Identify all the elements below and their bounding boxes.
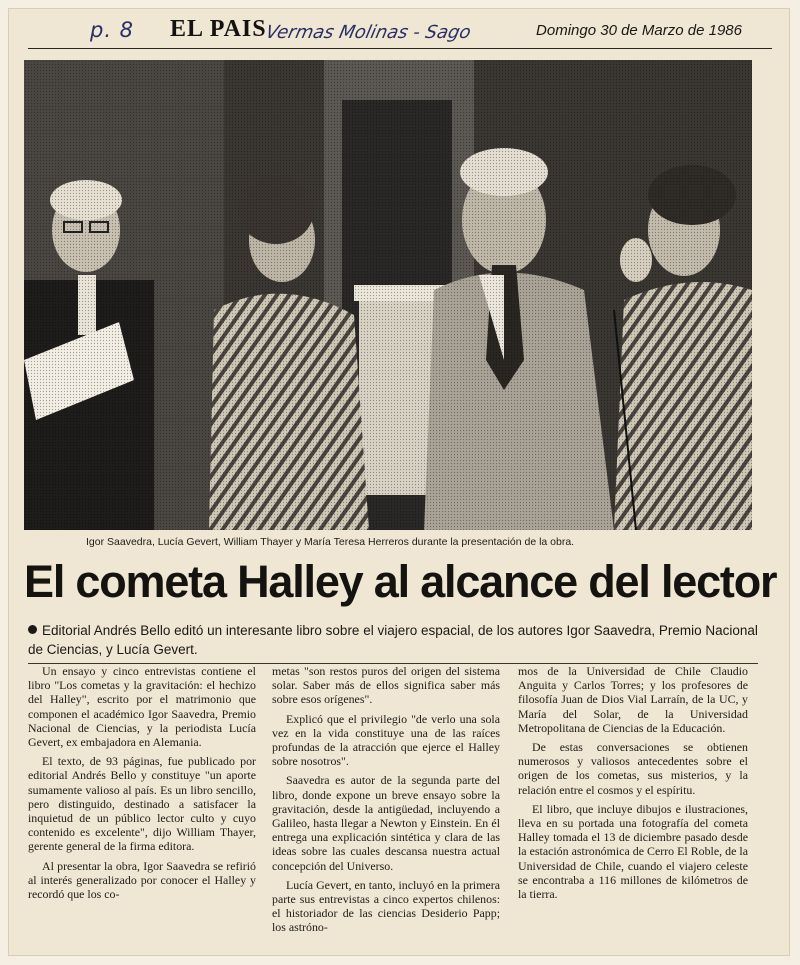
paragraph: metas "son restos puros del origen del sistema solar. Saber más de ellos significa saber más sobre esos orígenes". — [272, 664, 500, 707]
photo-caption: Igor Saavedra, Lucía Gevert, William Thayer y María Teresa Herreros durante la presentación de la obra. — [86, 536, 575, 548]
article-column-3 — [518, 664, 748, 906]
paragraph: Lucía Gevert, en tanto, incluyó en la primera parte sus entrevistas a cinco expertos chilenos: el historiador de las ciencias Desiderio Papp; los astróno- — [272, 877, 500, 935]
article-subhead — [28, 621, 758, 664]
event-photo — [24, 60, 752, 530]
article-headline: El cometa Halley al alcance del lector — [24, 556, 777, 607]
paragraph: Explicó que el privilegio "de verlo una sola vez en la vida constituye una de las raíces profundas de la atracción que ejerce el Halley sobre nosotros". — [272, 711, 500, 769]
paragraph: Al presentar la obra, Igor Saavedra se refirió al interés generalizado por conocer el Halley y recordó que los co- — [28, 858, 256, 902]
paragraph: El texto, de 93 páginas, fue publicado por editorial Andrés Bello y constituye "un aporte sumamente valioso al país. Es un libro sencillo, pero distinguido, destinado a satisfacer la inquietud de un público lector culto y cuyo contenido es excelente", dijo William Thayer, gerente general de la firma editora. — [28, 754, 256, 854]
bullet-icon — [28, 625, 37, 634]
paragraph: mos de la Universidad de Chile Claudio Anguita y Carlos Torres; y los profesores de filosofía Juan de Dios Vial Larraín, de la UC, y María del Solar, de la Universidad Metropolitana de Ciencias de la Educación. — [518, 664, 748, 735]
subhead-text: Editorial Andrés Bello editó un interesante libro sobre el viajero espacial, de los autores Igor Saavedra, Premio Nacional de Ciencias, y Lucía Gevert. — [28, 623, 758, 657]
handwritten-annotation: Vermas Molinas - Sago — [263, 22, 473, 43]
photo-illustration — [24, 60, 752, 530]
page-header — [28, 14, 772, 49]
article-column-1 — [28, 664, 256, 906]
paragraph: El libro, que incluye dibujos e ilustraciones, lleva en su portada una fotografía del cometa Halley tomada el 13 de diciembre pasado desde la estación astronómica de Cerro El Roble, de la Universidad de Chile, cuando el viajero celeste se encontraba a 116 millones de kilómetros de la tierra. — [518, 801, 748, 902]
dateline: Domingo 30 de Marzo de 1986 — [536, 22, 742, 39]
masthead: EL PAIS — [170, 16, 267, 42]
article-column-2 — [272, 664, 500, 940]
paragraph: De estas conversaciones se obtienen numerosos y valiosos antecedentes sobre el origen de los cometas, sus misterios, y la relación entre el cosmos y el espíritu. — [518, 740, 748, 797]
paragraph: Saavedra es autor de la segunda parte del libro, donde expone un breve ensayo sobre la gravitación, desde la antigüedad, incluyendo a Galileo, hasta llegar a Newton y Einstein. En él entrega una explicación sintética y clara de las ideas sobre las cuales descansa nuestra actual concepción del Universo. — [272, 773, 500, 873]
paragraph: Un ensayo y cinco entrevistas contiene el libro "Los cometas y la gravitación: el hechizo del Halley", escrito por el matrimonio que componen el académico Igor Saavedra, Premio Nacional de Ciencias, y la periodista Lucía Gevert, ex embajadora en Alemania. — [28, 664, 256, 750]
handwritten-page-number: p. 8 — [90, 18, 135, 42]
